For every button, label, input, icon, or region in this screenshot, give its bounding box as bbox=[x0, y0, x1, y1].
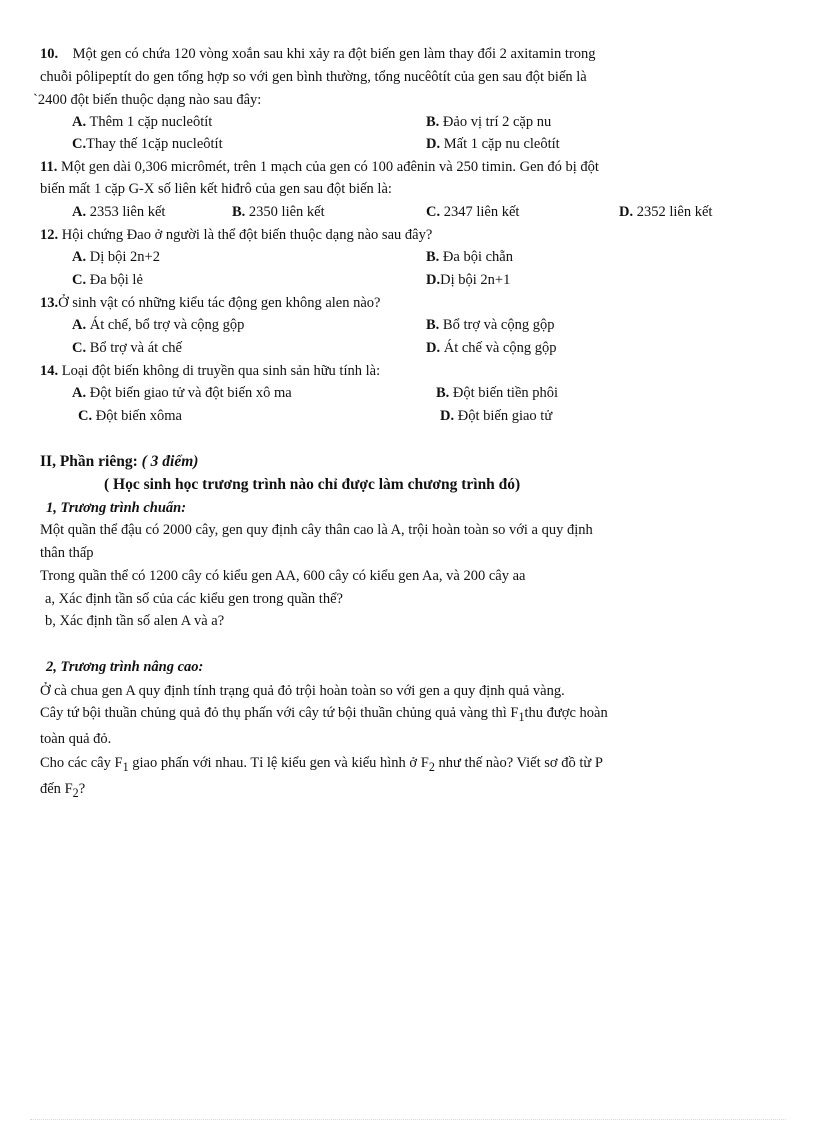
advanced-line5: đến $F_2$? bbox=[40, 781, 86, 800]
q14-option-b: B. Đột biến tiền phôi bbox=[436, 385, 559, 401]
bottom-divider bbox=[30, 1119, 786, 1120]
q13-line1: 13.Ở sinh vật có những kiểu tác động gen không alen nào? bbox=[40, 295, 381, 311]
standard-line2: thân thấp bbox=[40, 545, 94, 561]
q10-line2: chuỗi pôlipeptít do gen tổng hợp so với gen bình thường, tổng nucêôtít của gen sau đột biến là bbox=[40, 69, 587, 85]
q14-line1: 14. Loại đột biến không di truyền qua sinh sản hữu tính là: bbox=[40, 363, 381, 379]
q10-line1: 10. Một gen có chứa 120 vòng xoắn sau khi xảy ra đột biến gen làm thay đổi 2 axitamin trong bbox=[40, 46, 596, 62]
section-note: ( Học sinh học trương trình nào chỉ được làm chương trình đó) bbox=[104, 476, 521, 493]
advanced-line2: Cây tứ bội thuần chủng quả đỏ thụ phấn với cây tứ bội thuần chủng quả vàng thì $F_1thu$ được hoàn bbox=[40, 705, 608, 724]
q11-line1: 11. Một gen dài 0,306 micrômét, trên 1 mạch của gen có 100 ađênin và 250 timin. Gen đó bị đột bbox=[40, 159, 599, 175]
advanced-line4: Cho các cây $F_1$ giao phấn với nhau. Tỉ lệ kiểu gen và kiểu hình ở $F_2$ như thế nào? Viết sơ đồ từ P bbox=[40, 755, 603, 774]
q13-option-a: A. Át chế, bổ trợ và cộng gộp bbox=[72, 317, 245, 333]
q14-option-c: C. Đột biến xôma bbox=[78, 408, 182, 424]
advanced-line3: toàn quả đỏ. bbox=[40, 731, 112, 747]
q12-line1: 12. Hội chứng Đao ở người là thể đột biến thuộc dạng nào sau đây? bbox=[40, 227, 433, 243]
standard-question-b: b, Xác định tần số alen A và a? bbox=[45, 613, 225, 629]
q14-option-a: A. Đột biến giao tử và đột biến xô ma bbox=[72, 385, 292, 401]
standard-line1: Một quần thể đậu có 2000 cây, gen quy định cây thân cao là A, trội hoàn toàn so với a quy định bbox=[40, 522, 593, 538]
q13-option-b: B. Bổ trợ và cộng gộp bbox=[426, 317, 555, 333]
advanced-program-heading: 2, Trương trình nâng cao: bbox=[46, 659, 204, 675]
standard-line3: Trong quần thể có 1200 cây có kiểu gen AA, 600 cây có kiểu gen Aa, và 200 cây aa bbox=[40, 568, 526, 584]
q12-option-c: C. Đa bội lẻ bbox=[72, 272, 143, 288]
q10-line3: `2400 đột biến thuộc dạng nào sau đây: bbox=[33, 92, 262, 108]
section-heading: II, Phần riêng: ( 3 điểm) bbox=[40, 453, 199, 470]
q11-option-a: A. 2353 liên kết bbox=[72, 204, 166, 220]
q12-option-a: A. Dị bội 2n+2 bbox=[72, 249, 160, 265]
q10-option-b: B. Đảo vị trí 2 cặp nu bbox=[426, 114, 552, 130]
standard-program-heading: 1, Trương trình chuẩn: bbox=[46, 500, 187, 516]
q14-option-d: D. Đột biến giao tử bbox=[440, 408, 553, 424]
q13-option-d: D. Át chế và cộng gộp bbox=[426, 340, 557, 356]
q13-option-c: C. Bổ trợ và át chế bbox=[72, 340, 182, 356]
q12-option-b: B. Đa bội chẵn bbox=[426, 249, 513, 265]
q12-option-d: D.Dị bội 2n+1 bbox=[426, 272, 511, 288]
q11-option-b: B. 2350 liên kết bbox=[232, 204, 325, 220]
q10-option-d: D. Mất 1 cặp nu cleôtít bbox=[426, 136, 560, 152]
q11-option-c: C. 2347 liên kết bbox=[426, 204, 520, 220]
q11-line2: biến mất 1 cặp G-X số liên kết hiđrô của gen sau đột biến là: bbox=[40, 181, 392, 197]
q10-option-a: A. Thêm 1 cặp nucleôtít bbox=[72, 114, 213, 130]
q10-option-c: C.Thay thế 1cặp nucleôtít bbox=[72, 136, 223, 152]
advanced-line1: Ở cà chua gen A quy định tính trạng quả đỏ trội hoàn toàn so với gen a quy định quả vàng. bbox=[40, 683, 565, 699]
standard-question-a: a, Xác định tần số của các kiểu gen trong quần thể? bbox=[45, 591, 343, 607]
q11-option-d: D. 2352 liên kết bbox=[619, 204, 713, 220]
